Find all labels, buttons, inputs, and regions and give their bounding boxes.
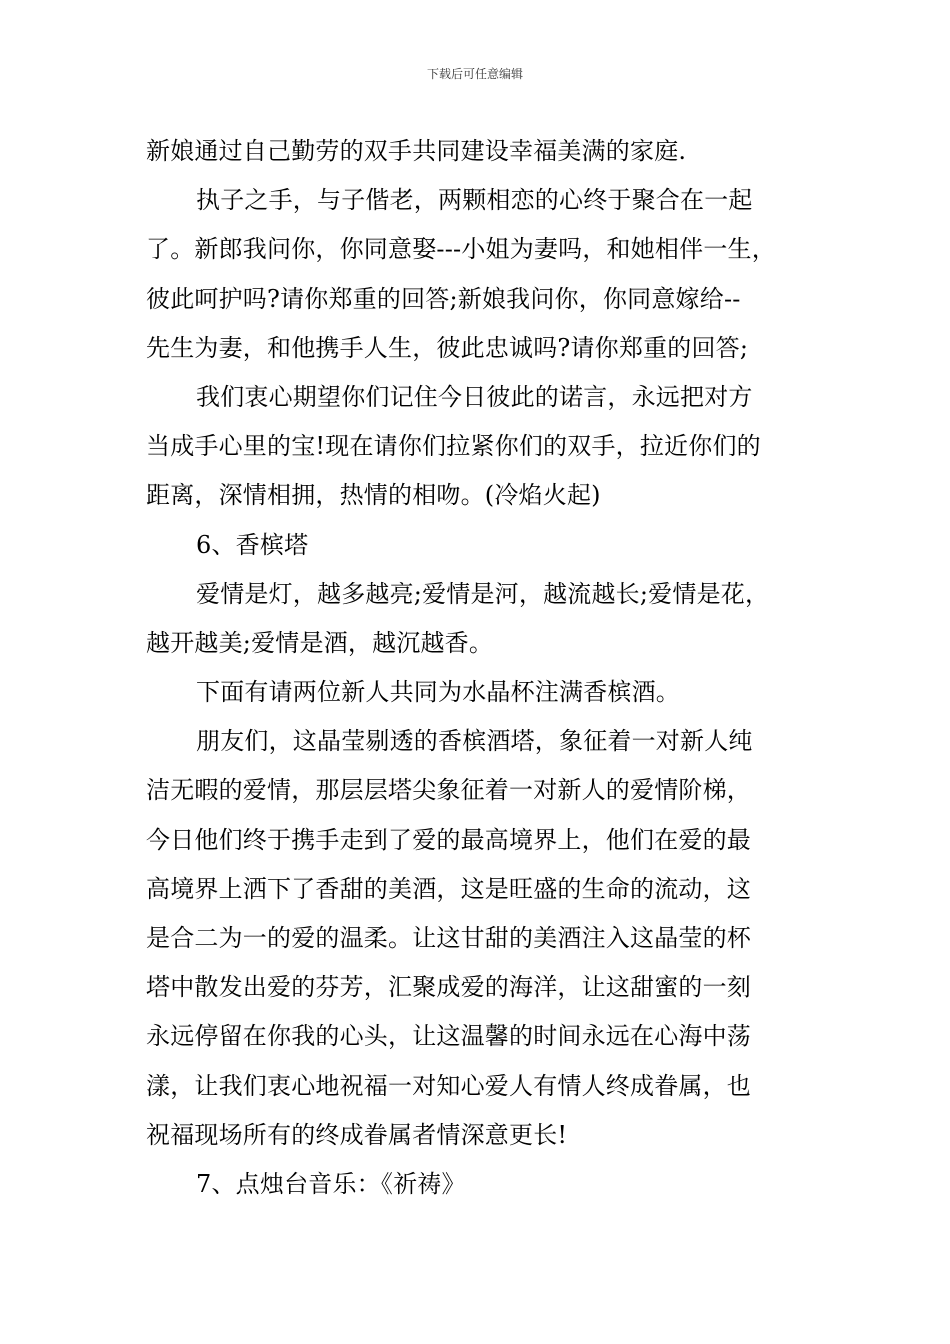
text-line: 爱情是灯，越多越亮;爱情是河，越流越长;爱情是花， [196,579,770,608]
text-line: 7、点烛台音乐：《祈祷》 [196,1169,466,1198]
page-header: 下载后可任意编辑 [426,67,523,81]
text-line: 了。新郎我问你，你同意娶---小姐为妻吗，和她相伴一生， [146,235,776,264]
text-line: 塔中散发出爱的芬芳，汇聚成爱的海洋，让这甜蜜的一刻 [146,973,751,1002]
text-line: 下面有请两位新人共同为水晶杯注满香槟酒。 [196,678,680,707]
text-line: 今日他们终于携手走到了爱的最高境界上，他们在爱的最 [146,825,751,854]
text-line: 先生为妻，和他携手人生，彼此忠诚吗?请你郑重的回答; [146,333,749,362]
text-line: 彼此呵护吗?请你郑重的回答;新娘我问你，你同意嫁给-- [146,284,741,313]
text-line: 朋友们，这晶莹剔透的香槟酒塔，象征着一对新人纯 [196,727,753,756]
text-line: 永远停留在你我的心头，让这温馨的时间永远在心海中荡 [146,1022,751,1051]
text-line: 洁无暇的爱情，那层层塔尖象征着一对新人的爱情阶梯， [146,776,751,805]
text-line: 距离，深情相拥，热情的相吻。(冷焰火起) [146,481,601,510]
text-line: 6、香槟塔 [196,530,309,559]
text-line: 新娘通过自己勤劳的双手共同建设幸福美满的家庭. [146,137,687,165]
text-line: 越开越美;爱情是酒，越沉越香。 [146,628,494,657]
text-line: 我们衷心期望你们记住今日彼此的诺言，永远把对方 [196,382,753,411]
text-line: 执子之手，与子偕老，两颗相恋的心终于聚合在一起 [196,186,753,215]
text-line: 当成手心里的宝!现在请你们拉紧你们的双手，拉近你们的 [146,432,761,461]
document-body [146,127,814,1209]
text-line: 是合二为一的爱的温柔。让这甘甜的美酒注入这晶莹的杯 [146,924,751,952]
text-line: 祝福现场所有的终成眷属者情深意更长! [146,1120,568,1149]
text-line: 漾，让我们衷心地祝福一对知心爱人有情人终成眷属，也 [146,1071,751,1100]
text-line: 高境界上洒下了香甜的美酒，这是旺盛的生命的流动，这 [146,874,751,903]
